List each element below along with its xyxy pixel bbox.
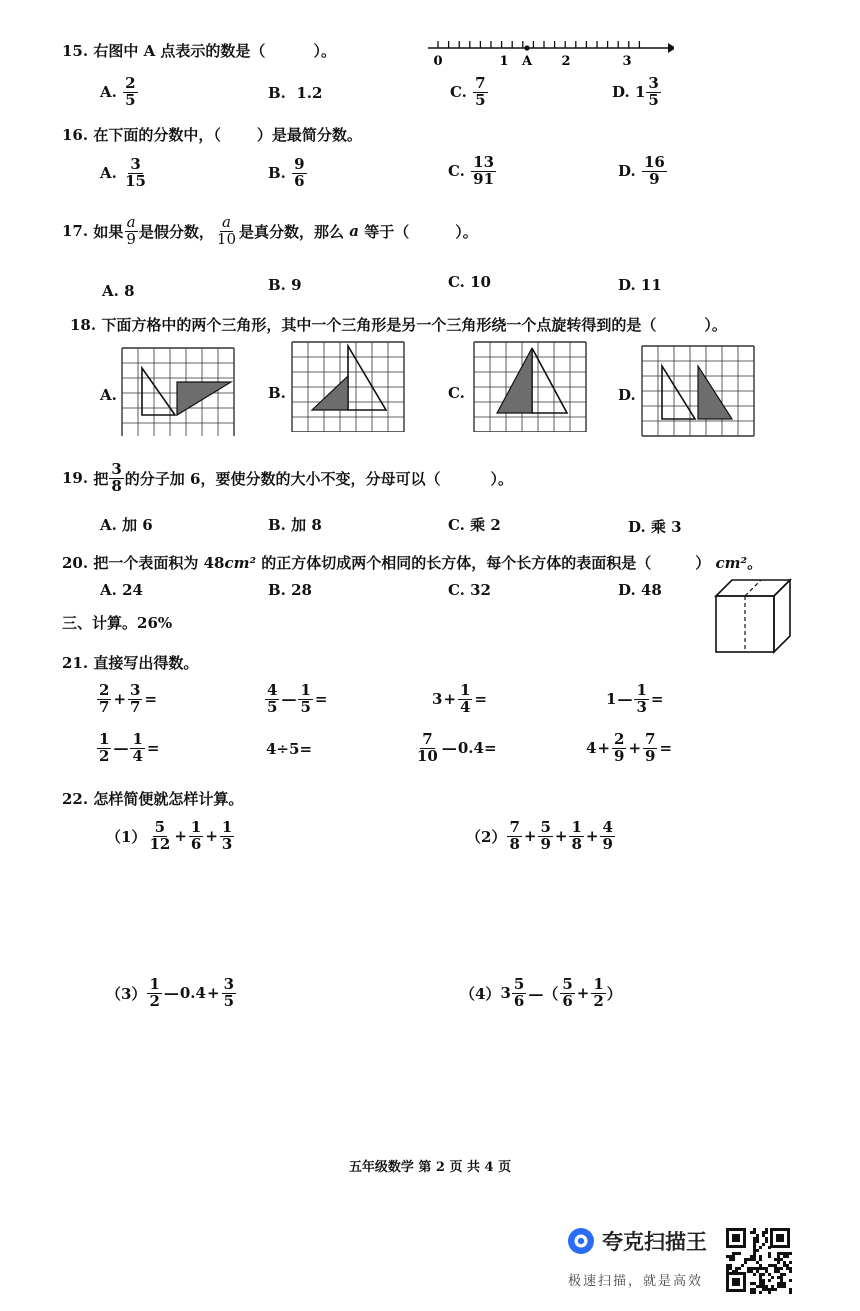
q20-option-a[interactable]: A. 24	[100, 581, 143, 599]
q18-grid-c[interactable]	[472, 340, 588, 432]
q15-stem: 15. 右图中 A 点表示的数是（ ）。	[62, 42, 336, 60]
q18-option-a-label[interactable]: A.	[100, 386, 117, 404]
scanner-watermark	[566, 1226, 707, 1256]
number-line	[424, 36, 674, 70]
question-number: 21.	[62, 654, 89, 672]
q19-option-c[interactable]: C. 乘 2	[448, 516, 501, 534]
q17-option-d[interactable]: D. 11	[618, 276, 662, 294]
q20-option-b[interactable]: B. 28	[268, 581, 312, 599]
calc-item[interactable]: 4÷5=	[266, 740, 313, 758]
cube-figure	[712, 576, 794, 656]
simplify-item-3[interactable]: （3） $\frac{1}{2}$ — 0.4 + $\frac{3}{5}$	[106, 975, 234, 1010]
calc-item[interactable]: $\frac{4}{5}$ — $\frac{1}{5}$ =	[267, 681, 328, 716]
q20-option-c[interactable]: C. 32	[448, 581, 491, 599]
q15-option-a[interactable]: A. $\frac{2}{5}$	[100, 74, 136, 109]
q18-grid-a[interactable]	[120, 346, 236, 436]
q16-option-b[interactable]: B. $\frac{9}{6}$	[268, 155, 305, 190]
q18-option-b-label[interactable]: B.	[268, 384, 286, 402]
calc-item[interactable]: 1 — $\frac{1}{3}$ =	[606, 681, 664, 716]
q17-option-c[interactable]: C. 10	[448, 273, 491, 291]
calc-item[interactable]: $\frac{7}{10}$ — 0.4=	[417, 730, 497, 765]
tick-label: 0	[433, 54, 443, 69]
q18-option-c-label[interactable]: C.	[448, 384, 465, 402]
simplify-item-1[interactable]: （1） $\frac{5}{12}$ + $\frac{1}{6}$ + $\frac{1}{3}$	[106, 818, 233, 853]
calc-item[interactable]: $\frac{2}{7}$ + $\frac{3}{7}$ =	[99, 681, 158, 716]
q16-stem: 16. 在下面的分数中，（ ）是最简分数。	[62, 126, 362, 144]
q18-grid-d[interactable]	[640, 344, 756, 438]
q21-stem: 21. 直接写出得数。	[62, 654, 199, 672]
question-number: 15.	[62, 42, 89, 60]
question-number: 22.	[62, 790, 89, 808]
q18-option-d-label[interactable]: D.	[618, 386, 636, 404]
qr-code-icon[interactable]	[724, 1226, 792, 1294]
q19-stem: 19. 把 $\frac{3}{8}$ 的分子加 6，要使分数的大小不变，分母可以（ ）。	[62, 460, 513, 495]
brand-name: 夸克扫描王	[602, 1230, 707, 1254]
point-a	[524, 45, 529, 50]
calc-item[interactable]: 3 + $\frac{1}{4}$ =	[432, 681, 488, 716]
q22-stem: 22. 怎样简便就怎样计算。	[62, 790, 244, 808]
question-number: 16.	[62, 126, 89, 144]
section-title: 三、计算。26%	[62, 614, 173, 632]
brand-slogan: 极速扫描，就是高效	[568, 1274, 704, 1289]
q19-option-b[interactable]: B. 加 8	[268, 516, 322, 534]
question-number: 18.	[70, 316, 97, 334]
question-number: 17.	[62, 222, 89, 241]
question-number: 20.	[62, 554, 89, 572]
question-number: 19.	[62, 469, 89, 488]
page-footer: 五年级数学 第 2 页 共 4 页	[348, 1160, 512, 1175]
q17-stem: 17. 如果 $\frac{a}{9}$ 是假分数， $\frac{a}{10}$ 是真分数，那么 a 等于（ ）。	[62, 213, 478, 248]
quark-logo-icon	[566, 1226, 596, 1256]
tick-label: 2	[561, 54, 571, 69]
calc-item[interactable]: 4 + $\frac{2}{9}$ + $\frac{7}{9}$ =	[586, 730, 673, 765]
q15-option-b[interactable]: B. 1.2	[268, 84, 323, 102]
q18-stem: 18. 下面方格中的两个三角形，其中一个三角形是另一个三角形绕一个点旋转得到的是（ ）。	[70, 316, 727, 334]
tick-label: A	[521, 54, 533, 69]
tick-label: 3	[622, 54, 632, 69]
q19-option-a[interactable]: A. 加 6	[100, 516, 153, 534]
q20-option-d[interactable]: D. 48	[618, 581, 662, 599]
simplify-item-4[interactable]: （4） 3 $\frac{5}{6}$ —（ $\frac{5}{6}$ + $\frac{1}{2}$ ）	[460, 975, 622, 1010]
simplify-item-2[interactable]: （2） $\frac{7}{8}$ + $\frac{5}{9}$ + $\frac{1}{8}$ + $\frac{4}{9}$	[466, 818, 613, 853]
q19-option-d[interactable]: D. 乘 3	[628, 518, 682, 536]
q17-option-a[interactable]: A. 8	[102, 282, 135, 300]
calc-item[interactable]: $\frac{1}{2}$ — $\frac{1}{4}$ =	[99, 730, 160, 765]
q17-option-b[interactable]: B. 9	[268, 276, 302, 294]
q16-option-c[interactable]: C. $\frac{13}{91}$	[448, 153, 495, 188]
q18-grid-b[interactable]	[290, 340, 406, 432]
q20-stem: 20. 把一个表面积为 48cm² 的正方体切成两个相同的长方体，每个长方体的表面积是（ ） cm²。	[62, 554, 763, 572]
q15-option-c[interactable]: C. $\frac{7}{5}$	[450, 74, 486, 109]
tick-label: 1	[499, 54, 509, 69]
q16-option-a[interactable]: A. $\frac{3}{15}$	[100, 155, 146, 190]
q16-option-d[interactable]: D. $\frac{16}{9}$	[618, 153, 665, 188]
q15-option-d[interactable]: D. 1 $\frac{3}{5}$	[612, 74, 659, 109]
